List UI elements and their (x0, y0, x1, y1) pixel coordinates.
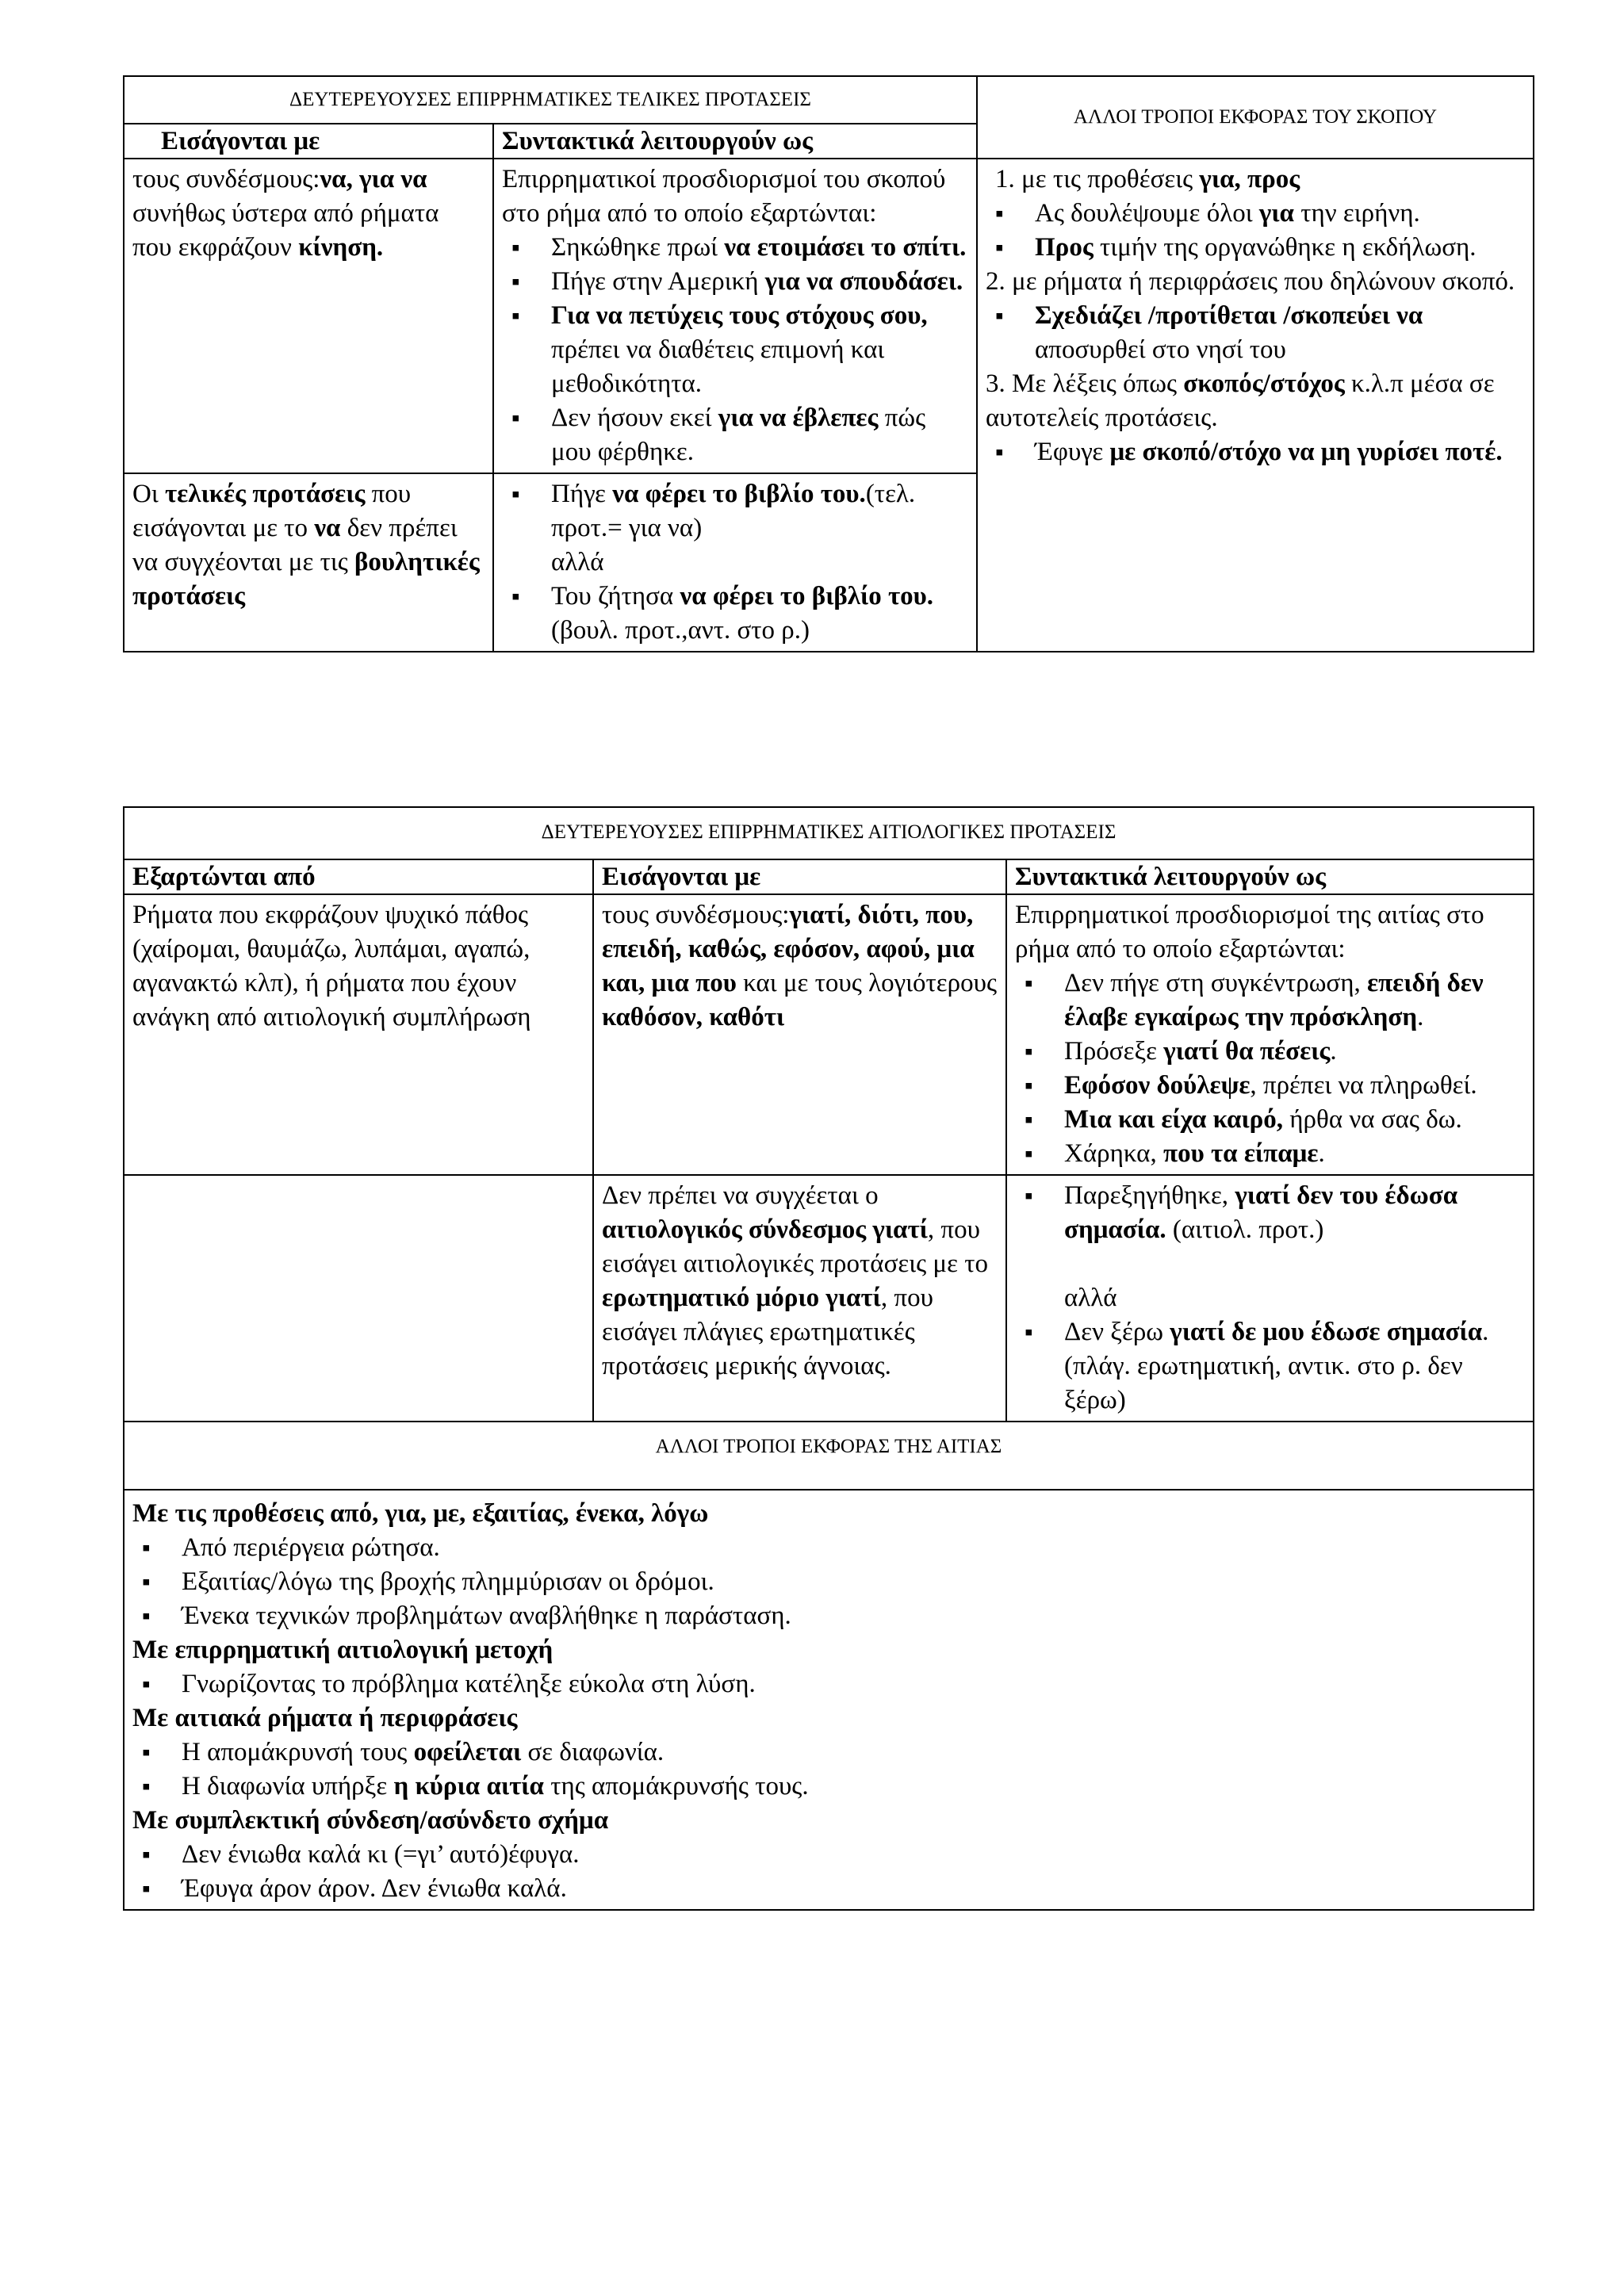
final-function-cell: Επιρρηματικοί προσδιορισμοί του σκοπού στο ρήμα από το οποίο εξαρτώνται: ▪ Σηκώθηκε πρωί να ετοιμάσει το σπίτι. ▪ Πήγε στην Αμερική για να σπουδάσει. ▪ Για να πετύχεις τους στόχους σου, πρέπει να διαθέτεις επιμονή και μεθοδικότητα. ▪ Δεν ήσουν εκεί για να έβλεπες πώς μου φέρθηκε. (493, 159, 977, 473)
col-header-depends: Εξαρτώνται από (124, 859, 593, 894)
example-item: ▪ Σχεδιάζει /προτίθεται /σκοπεύει να αποσυρθεί στο νησί του (986, 299, 1525, 367)
empty-cell (124, 1175, 593, 1422)
col-header-function: Συντακτικά λειτουργούν ως (1006, 859, 1534, 894)
other-purpose-title: ΑΛΛΟΙ ΤΡΟΠΟΙ ΕΚΦΟΡΑΣ ΤΟΥ ΣΚΟΠΟΥ (977, 76, 1534, 159)
example-item: ▪ Δεν ένιωθα καλά κι (=γι’ αυτό)έφυγα. (132, 1838, 1525, 1872)
example-item: ▪ Δεν ξέρω γιατί δε μου έδωσε σημασία.(πλάγ. ερωτηματική, αντικ. στο ρ. δεν ξέρω) (1015, 1315, 1525, 1418)
section-heading: Με συμπλεκτική σύνδεση/ασύνδετο σχήμα (132, 1806, 609, 1835)
final-clauses-title: ΔΕΥΤΕΡΕΥΟΥΣΕΣ ΕΠΙΡΡΗΜΑΤΙΚΕΣ ΤΕΛΙΚΕΣ ΠΡΟΤΑΣΕΙΣ (124, 76, 977, 124)
example-item: ▪ Χάρηκα, που τα είπαμε. (1015, 1137, 1525, 1171)
final-note-cell: Οι τελικές προτάσεις που εισάγονται με το να δεν πρέπει να συγχέονται με τις βουλητικές προτάσεις (124, 473, 493, 652)
example-item: ▪ Έφυγε με σκοπό/στόχο να μη γυρίσει ποτέ. (986, 435, 1525, 469)
example-item: ▪ Για να πετύχεις τους στόχους σου, πρέπει να διαθέτεις επιμονή και μεθοδικότητα. (502, 299, 968, 401)
example-item: ▪ Ένεκα τεχνικών προβλημάτων αναβλήθηκε η παράσταση. (132, 1599, 1525, 1633)
other-cause-cell (124, 1490, 1534, 1910)
other-purpose-cell: 1. με τις προθέσεις για, προς ▪ Ας δουλέψουμε όλοι για την ειρήνη. ▪ Προς τιμήν της οργανώθηκε η εκδήλωση. 2. με ρήματα ή περιφράσεις που δηλώνουν σκοπό. ▪ Σχεδιάζει /προτίθεται /σκοπεύει να αποσυρθεί στο νησί του 3. Με λέξεις όπως σκοπός/στόχος κ.λ.π μέσα σε αυτοτελείς προτάσεις. ▪ Έφυγε με σκοπό/στόχο να μη γυρίσει ποτέ. (977, 159, 1534, 652)
causal-clauses-title: ΔΕΥΤΕΡΕΥΟΥΣΕΣ ΕΠΙΡΡΗΜΑΤΙΚΕΣ ΑΙΤΙΟΛΟΓΙΚΕΣ ΠΡΟΤΑΣΕΙΣ (124, 807, 1534, 859)
example-item: ▪ Δεν πήγε στη συγκέντρωση, επειδή δεν έλαβε εγκαίρως την πρόσκληση. (1015, 966, 1525, 1035)
example-item: ▪ Πήγε να φέρει το βιβλίο του.(τελ. προτ.= για να) (502, 477, 968, 545)
col-header-introduced: Εισάγονται με (124, 124, 493, 159)
col-header-function: Συντακτικά λειτουργούν ως (493, 124, 977, 159)
example-item: ▪ Δεν ήσουν εκεί για να έβλεπες πώς μου φέρθηκε. (502, 401, 968, 469)
example-item: ▪ Πήγε στην Αμερική για να σπουδάσει. (502, 265, 968, 299)
example-item: ▪ Προς τιμήν της οργανώθηκε η εκδήλωση. (986, 231, 1525, 265)
example-item: ▪ Σηκώθηκε πρωί να ετοιμάσει το σπίτι. (502, 231, 968, 265)
example-item: ▪ Γνωρίζοντας το πρόβλημα κατέληξε εύκολα στη λύση. (132, 1667, 1525, 1701)
causal-function-cell: Επιρρηματικοί προσδιορισμοί της αιτίας στο ρήμα από το οποίο εξαρτώνται: ▪ Δεν πήγε στη συγκέντρωση, επειδή δεν έλαβε εγκαίρως την πρόσκληση. ▪ Πρόσεξε γιατί θα πέσεις. ▪ Εφόσον δούλεψε, πρέπει να πληρωθεί. ▪ Μια και είχα καιρό, ήρθα να σας δω. ▪ Χάρηκα, που τα είπαμε. (1006, 894, 1534, 1175)
example-item: ▪ Παρεξηγήθηκε, γιατί δεν του έδωσα σημασία. (αιτιολ. προτ.) (1015, 1179, 1525, 1247)
example-item: ▪ Ας δουλέψουμε όλοι για την ειρήνη. (986, 197, 1525, 231)
section-heading: Με αιτιακά ρήματα ή περιφράσεις (132, 1704, 518, 1732)
final-introduced-cell: τους συνδέσμους:να, για να συνήθως ύστερα από ρήματα που εκφράζουν κίνηση. (124, 159, 493, 473)
example-item: ▪ Η διαφωνία υπήρξε η κύρια αιτία της απομάκρυνσής τους. (132, 1770, 1525, 1804)
example-item: ▪ Πρόσεξε γιατί θα πέσεις. (1015, 1035, 1525, 1069)
causal-depends-cell: Ρήματα που εκφράζουν ψυχικό πάθος (χαίρομαι, θαυμάζω, λυπάμαι, αγαπώ, αγανακτώ κλπ), ή ρήματα που έχουν ανάγκη από αιτιολογική συμπλήρωση (124, 894, 593, 1175)
causal-introduced-cell: τους συνδέσμους:γιατί, διότι, που, επειδή, καθώς, εφόσον, αφού, μια και, μια που και με τους λογιότερους καθόσον, καθότι (593, 894, 1006, 1175)
example-item: ▪ Εξαιτίας/λόγω της βροχής πλημμύρισαν οι δρόμοι. (132, 1565, 1525, 1599)
section-heading: Με τις προθέσεις από, για, με, εξαιτίας, ένεκα, λόγω (132, 1499, 709, 1528)
example-item: ▪ Εφόσον δούλεψε, πρέπει να πληρωθεί. (1015, 1069, 1525, 1103)
example-item: ▪ Μια και είχα καιρό, ήρθα να σας δω. (1015, 1103, 1525, 1137)
example-item: ▪ Έφυγα άρον άρον. Δεν ένιωθα καλά. (132, 1872, 1525, 1906)
col-header-introduced: Εισάγονται με (593, 859, 1006, 894)
example-item: ▪ Η απομάκρυνσή τους οφείλεται σε διαφωνία. (132, 1735, 1525, 1770)
causal-note-examples-cell: ▪ Παρεξηγήθηκε, γιατί δεν του έδωσα σημασία. (αιτιολ. προτ.) αλλά ▪ Δεν ξέρω γιατί δε μου έδωσε σημασία.(πλάγ. ερωτηματική, αντικ. στο ρ. δεν ξέρω) (1006, 1175, 1534, 1422)
final-clauses-table (123, 75, 1534, 652)
example-item: ▪ Του ζήτησα να φέρει το βιβλίο του.(βουλ. προτ.,αντ. στο ρ.) (502, 580, 968, 648)
example-item: ▪ Από περιέργεια ρώτησα. (132, 1531, 1525, 1565)
causal-note-cell: Δεν πρέπει να συγχέεται ο αιτιολογικός σύνδεσμος γιατί, που εισάγει αιτιολογικές προτάσεις με το ερωτηματικό μόριο γιατί, που εισάγει πλάγιες ερωτηματικές προτάσεις μερικής άγνοιας. (593, 1175, 1006, 1422)
other-cause-title: ΑΛΛΟΙ ΤΡΟΠΟΙ ΕΚΦΟΡΑΣ ΤΗΣ ΑΙΤΙΑΣ (124, 1422, 1534, 1490)
causal-clauses-table (123, 806, 1534, 1911)
final-note-examples-cell: ▪ Πήγε να φέρει το βιβλίο του.(τελ. προτ.= για να) αλλά ▪ Του ζήτησα να φέρει το βιβλίο του.(βουλ. προτ.,αντ. στο ρ.) (493, 473, 977, 652)
section-heading: Με επιρρηματική αιτιολογική μετοχή (132, 1636, 553, 1664)
